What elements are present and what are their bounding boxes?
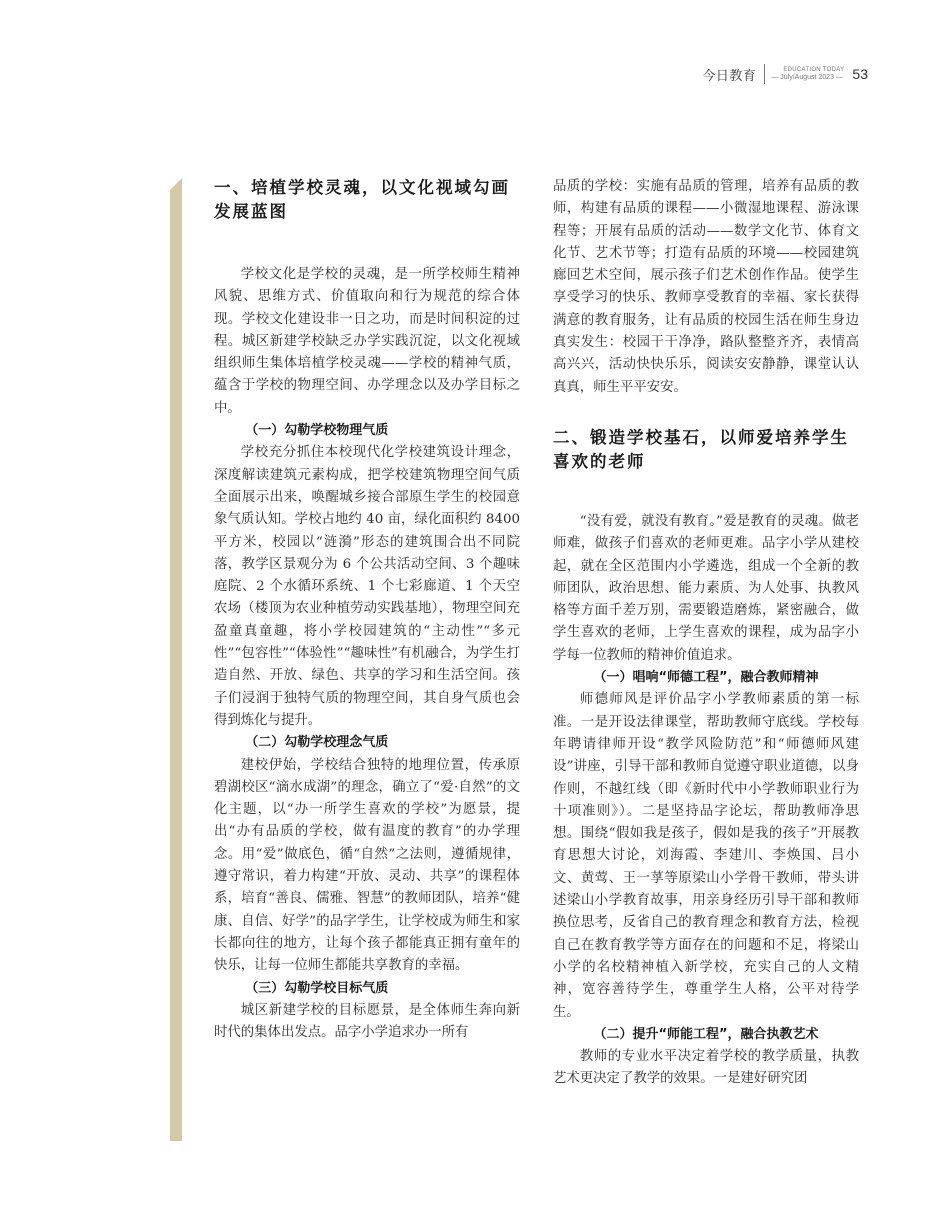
section-heading-2: 二、锻造学校基石，以师爱培养学生喜欢的老师	[553, 427, 849, 471]
header-subtitle-block	[771, 66, 844, 82]
header-divider	[764, 64, 765, 84]
paragraph-goal: 城区新建学校的目标愿景，是全体师生奔向新时代的集体出发点。品字小学追求办一所有	[214, 1002, 520, 1041]
page-number: 53	[852, 66, 868, 82]
paragraph-philosophy: 建校伊始，学校结合独特的地理位置，传承原碧湖校区“滴水成湖”的理念，确立了“爱·自然”的文化主题，以“办一所学生喜欢的学校”为愿景，提出“办有品质的学校，做有温度的教育”的办学理念。用“爱”做底色，循“自然”之法则，遵循规律，遵守常识，着力构建“开放、灵动、共享”的课程体系，培育“善良、儒雅、智慧”的教师团队，培养“健康、自信、好学”的品字学生，让学校成为师生和家长都向往的地方，让每个孩子都能真正拥有童年的快乐，让每一位师生都能共享教育的幸福。	[214, 757, 520, 974]
subheading-goal: （三）勾勒学校目标气质	[245, 980, 389, 996]
section-2-intro: “没有爱，就没有教育。”爱是教育的灵魂。做老师难，做孩子们喜欢的老师更难。品字小学从建校起，就在全区范围内小学遴选，组成一个全新的教师团队，政治思想、能力素质、为人处事、执教风格等方面千差万别，需要锻造磨炼，紧密融合，做学生喜欢的老师，上学生喜欢的课程，成为品字小学每一位教师的精神价值追求。	[553, 513, 859, 663]
subheading-philosophy: （二）勾勒学校理念气质	[245, 735, 389, 751]
right-column	[553, 176, 859, 1091]
sidebar-notch	[170, 178, 182, 190]
paragraph-ethics: 师德师风是评价品字小学教师素质的第一标准。一是开设法律课堂，帮助教师守底线。学校每年聘请律师开设“教学风险防范”和“师德师风建设”讲座，引导干部和教师自觉遵守职业道德，以身作则，不越红线（即《新时代中小学教师职业行为十项准则》）。二是坚持品字论坛，帮助教师净思想。围绕“假如我是孩子，假如是我的孩子”开展教育思想大讨论，刘海霞、李建川、李焕国、吕小文、黄莺、王一莩等原梁山小学骨干教师，带头讲述梁山小学教育故事，用亲身经历引导干部和教师换位思考，反省自己的教育理念和教育方法，检视自己在教育教学等方面存在的问题和不足，将梁山小学的名校精神植入新学校，充实自己的人文精神，宽容善待学生，尊重学生人格，公平对待学生。	[553, 692, 859, 1020]
subheading-skills: （二）提升“师能工程”，融合执教艺术	[593, 1026, 819, 1042]
subheading-physical: （一）勾勒学校物理气质	[245, 423, 389, 439]
paragraph-physical: 学校充分抓住本校现代化学校建筑设计理念，深度解读建筑元素构成，把学校建筑物理空间气质全面展示出来，唤醒城乡接合部原生学生的校园意象气质认知。学校占地约 40 亩，绿化面积约 8400 平方米，校园以“涟漪”形态的建筑围合出不同院落，教学区景观分为 6 个公共活动空间、3 个趣味庭院、2 个水循环系统、1 个七彩廊道、1 个天空农场（楼顶为农业种植劳动实践基地），物理空间充盈童真童趣，将小学校园建筑的“主动性”“多元性”“包容性”“体验性”“趣味性”有机融合，为学生打造自然、开放、绿色、共享的学习和生活空间。孩子们浸润于独特气质的物理空间，其自身气质也会得到炼化与提升。	[214, 445, 520, 728]
section-1-intro: 学校文化是学校的灵魂，是一所学校师生精神风貌、思维方式、价值取向和行为规范的综合体现。学校文化建设非一日之功，而是时间积淀的过程。城区新建学校缺乏办学实践沉淀，以文化视域组织师生集体培植学校灵魂——学校的精神气质，蕴含于学校的物理空间、办学理念以及办学目标之中。	[214, 267, 520, 416]
paragraph-goal-continued: 品质的学校：实施有品质的管理，培养有品质的教师，构建有品质的课程——小微湿地课程、游泳课程等；开展有品质的活动——数学文化节、体育文化节、艺术节等；打造有品质的环境——校园建筑廊回艺术空间，展示孩子们艺术创作作品。使学生享受学习的快乐、教师享受教育的幸福、家长获得满意的教育服务，让有品质的校园生活在师生身边真实发生：校园干干净净，路队整整齐齐，表情高高兴兴，活动快快乐乐，阅读安安静静，课堂认认真真，师生平平安安。	[553, 179, 859, 395]
decorative-sidebar-bar	[170, 178, 182, 1141]
issue-date: — July/August 2023 —	[771, 74, 843, 81]
page-header	[702, 63, 868, 85]
paragraph-skills: 教师的专业水平决定着学校的教学质量，执教艺术更决定了教学的效果。一是建好研究团	[553, 1049, 859, 1087]
magazine-title: 今日教育	[702, 68, 757, 84]
subheading-ethics: （一）唱响“师德工程”，融合教师精神	[593, 670, 819, 686]
left-column	[214, 176, 520, 1044]
magazine-english-name: EDUCATION TODAY	[783, 67, 845, 73]
section-heading-1: 一、培植学校灵魂，以文化视域勾画发展蓝图	[214, 178, 510, 221]
